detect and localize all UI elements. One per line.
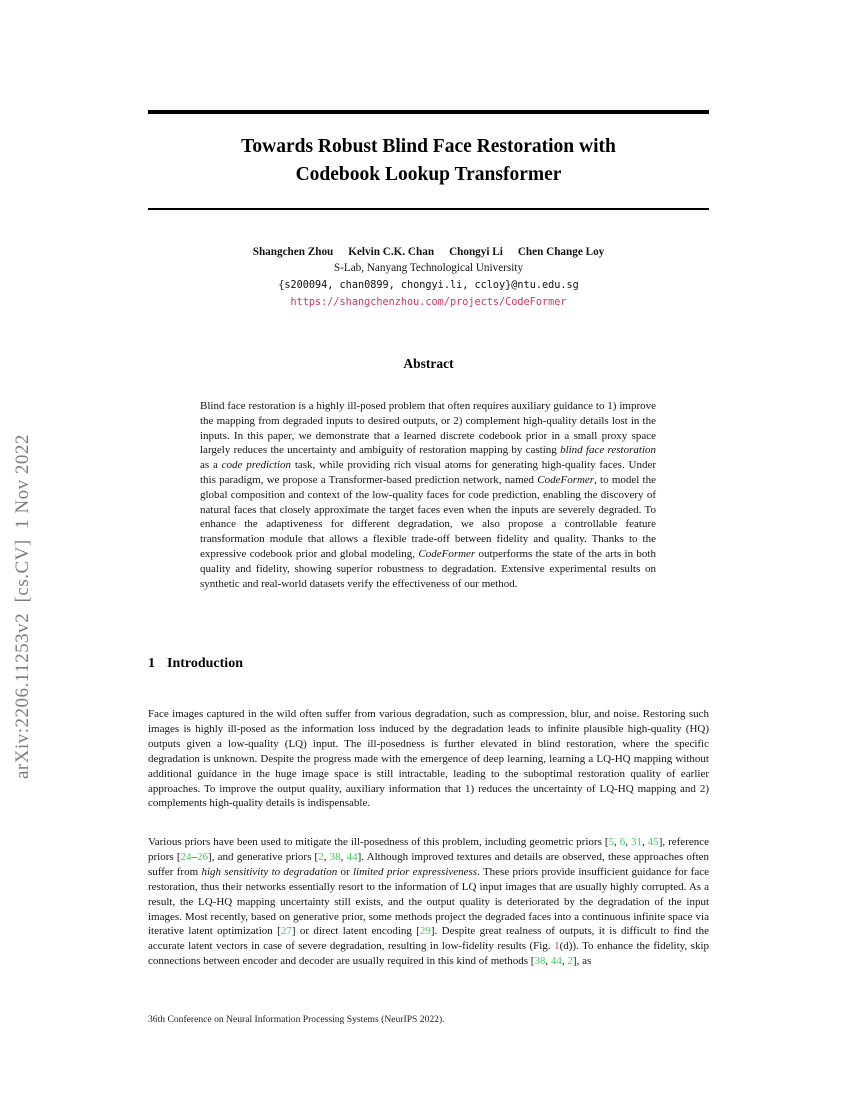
author-name: Kelvin C.K. Chan bbox=[348, 246, 435, 258]
text-segment: as a bbox=[200, 459, 222, 472]
text-segment: ], reference priors [ bbox=[148, 836, 709, 863]
section-heading-introduction bbox=[148, 656, 243, 672]
emphasis-text: CodeFormer bbox=[418, 547, 476, 560]
paper-title-line1: Towards Robust Blind Face Restoration with bbox=[241, 136, 616, 157]
emphasis-text: high sensitivity to degradation bbox=[201, 865, 338, 878]
author-emails: {s200094, chan0899, chongyi.li, ccloy}@ntu.edu.sg bbox=[278, 280, 579, 291]
figure-ref-link[interactable]: 1 bbox=[554, 940, 560, 953]
citation-link[interactable]: 38 bbox=[534, 955, 546, 968]
citation-link[interactable]: 27 bbox=[280, 925, 292, 938]
emphasis-text: limited prior expressiveness bbox=[352, 865, 478, 878]
citation-link[interactable]: 2 bbox=[567, 955, 573, 968]
text-segment: , bbox=[340, 850, 347, 863]
citation-link[interactable]: 38 bbox=[329, 850, 341, 863]
conference-footnote: 36th Conference on Neural Information Processing Systems (NeurIPS 2022). bbox=[148, 1014, 445, 1025]
intro-paragraph-1: Face images captured in the wild often suffer from various degradation, such as compression, blur, and noise. Restoring such images is highly ill-posed as the information loss induced by the degradation leads to infinite plausible high-quality (HQ) outputs given a low-quality (LQ) input. The ill-posedness is further elevated in blind restoration, where the specific degradation is unknown. Despite the progress made with the emergence of deep learning, learning a LQ-HQ mapping without additional guidance in the huge image space is still intractable, leading to the suboptimal restoration quality of earlier approaches. To improve the output quality, auxiliary information that 1) reduces the uncertainty of LQ-HQ mapping and 2) complements high-quality details is indispensable. bbox=[148, 708, 709, 810]
text-segment: , bbox=[561, 955, 568, 968]
citation-link[interactable]: 6 bbox=[619, 836, 626, 848]
citation-link[interactable]: 44 bbox=[346, 850, 358, 863]
citation-link[interactable]: 24 bbox=[180, 850, 192, 863]
text-segment: , bbox=[614, 836, 620, 848]
title-rule-bottom bbox=[148, 208, 709, 210]
arxiv-sidebar-label: arXiv:2206.11253v2 [cs.CV] 1 Nov 2022 bbox=[12, 434, 33, 779]
citation-link[interactable]: 2 bbox=[318, 850, 324, 863]
citation-link[interactable]: 31 bbox=[630, 836, 642, 848]
text-segment: , to model the global composition and context of the low-quality faces for code prediction, enabling the discovery of natural faces that closely approximate the target faces even when the inputs are severely degraded. To enhance the adaptiveness for different degradation, we also propose a controllable feature transformation module that allows a flexible trade-off between fidelity and quality. Thanks to the expressive codebook prior and global modeling, bbox=[200, 473, 656, 560]
text-segment: or bbox=[337, 865, 353, 878]
text-segment: , bbox=[625, 836, 631, 848]
intro-paragraph-2 bbox=[148, 835, 709, 969]
citation-link[interactable]: 45 bbox=[647, 836, 659, 848]
text-segment: ]. Although improved textures and details are observed, these approaches often suffer from bbox=[148, 850, 710, 878]
emphasis-text: code prediction bbox=[221, 459, 292, 472]
text-segment: , bbox=[641, 836, 648, 848]
text-segment: outperforms the state of the arts in both quality and fidelity, showing superior robustness to degradation. Extensive experimental results on synthetic and real-world datasets verify the effectiveness of our method. bbox=[200, 547, 656, 590]
citation-link[interactable]: 29 bbox=[419, 925, 431, 938]
citation-link[interactable]: 44 bbox=[550, 955, 562, 968]
emphasis-text: CodeFormer bbox=[537, 473, 595, 486]
author-name: Shangchen Zhou bbox=[252, 246, 334, 258]
paper-title bbox=[148, 133, 709, 189]
text-segment: Various priors have been used to mitigate the ill-posedness of this problem, including geometric priors [ bbox=[148, 836, 609, 848]
project-url-link[interactable]: https://shangchenzhou.com/projects/CodeFormer bbox=[290, 297, 567, 308]
text-segment: – bbox=[191, 850, 198, 863]
text-segment: Blind face restoration is a highly ill-posed problem that often requires auxiliary guidance to 1) improve the mapping from degraded inputs to desired outputs, or 2) complement high-quality details lost in the inputs. In this paper, we demonstrate that a learned discrete codebook prior in a small proxy space largely reduces the uncertainty and ambiguity of restoration mapping by casting bbox=[200, 400, 656, 457]
author-name: Chen Change Loy bbox=[517, 246, 605, 258]
abstract-heading: Abstract bbox=[403, 356, 454, 371]
author-names bbox=[148, 245, 709, 260]
abstract-paragraph bbox=[200, 399, 656, 591]
authors-block bbox=[148, 245, 709, 310]
citation-link[interactable]: 5 bbox=[608, 836, 614, 848]
section-number: 1 bbox=[148, 656, 155, 671]
author-name: Chongyi Li bbox=[449, 246, 503, 258]
affiliation: S-Lab, Nanyang Technological University bbox=[333, 262, 524, 274]
citation-link[interactable]: 26 bbox=[197, 850, 209, 863]
emphasis-text: blind face restoration bbox=[560, 444, 656, 457]
text-segment: ]. Despite great realness of outputs, it is difficult to find the accurate latent vectors in case of severe degradation, resulting in low-fidelity results (Fig. bbox=[148, 925, 709, 953]
text-segment: ], and generative priors [ bbox=[208, 850, 319, 863]
text-segment: , bbox=[545, 955, 551, 968]
text-segment: ] or direct latent encoding [ bbox=[291, 925, 420, 938]
text-segment: . These priors provide insufficient guidance for face restoration, thus their networks essentially resort to the information of LQ input images that are usually highly corrupted. As a result, the LQ-HQ mapping uncertainty still exists, and the output quality is deteriorated by the degradation of the input images. Most recently, based on generative prior, some methods project the degraded faces into a continuous infinite space via iterative latent optimization [ bbox=[148, 865, 709, 938]
text-segment: , bbox=[323, 850, 330, 863]
section-title: Introduction bbox=[167, 656, 243, 671]
paper-title-line2: Codebook Lookup Transformer bbox=[295, 164, 562, 185]
text-segment: (d)). To enhance the fidelity, skip connections between encoder and decoder are usually required in this kind of methods [ bbox=[148, 940, 710, 968]
text-segment: task, while providing rich visual atoms for generating high-quality faces. Under this paradigm, we propose a Transformer-based prediction network, named bbox=[200, 459, 657, 486]
title-rule-top bbox=[148, 110, 709, 114]
text-segment: ], as bbox=[572, 955, 592, 968]
